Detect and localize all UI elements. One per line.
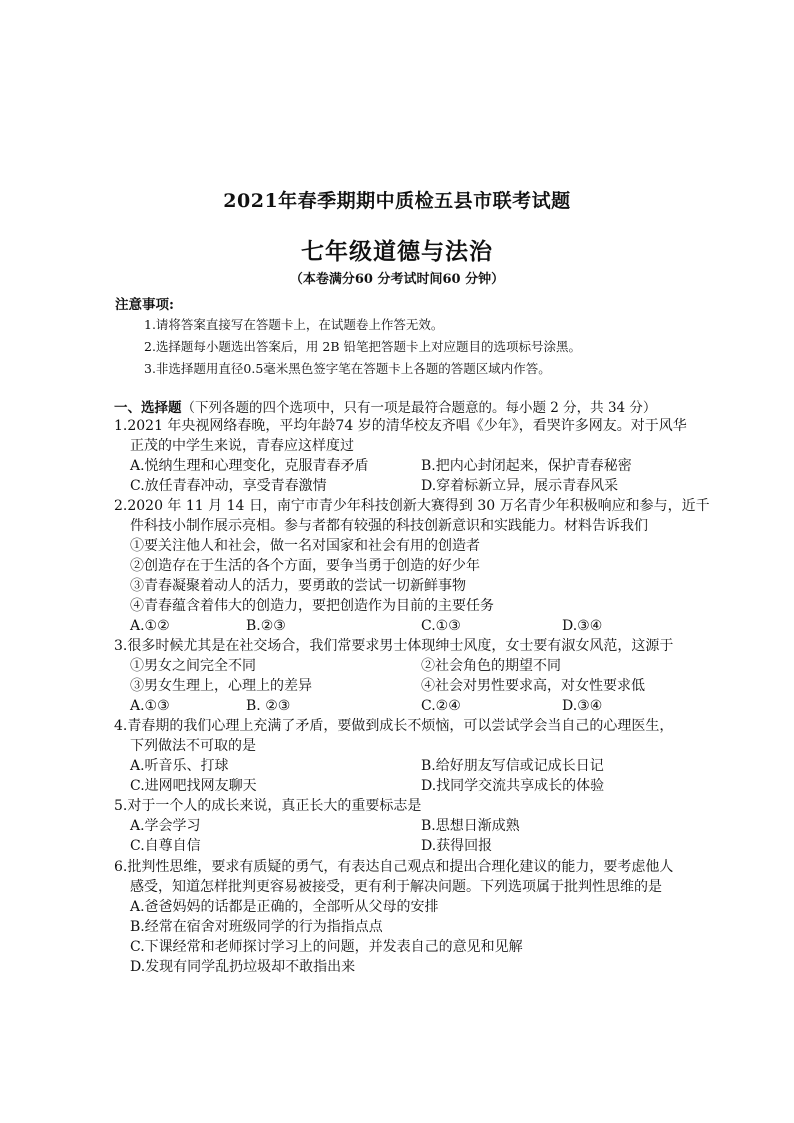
option-c: C.下课经常和老师探讨学习上的问题，并发表自己的意见和见解 bbox=[130, 939, 523, 955]
section-heading: 一、选择题 bbox=[114, 400, 182, 416]
option-a: A.爸爸妈妈的话都是正确的，全部听从父母的安排 bbox=[130, 899, 439, 915]
exam-title: 2021年春季期期中质检五县市联考试题 bbox=[223, 190, 571, 212]
statement-1: ①男女之间完全不同 bbox=[130, 658, 256, 674]
question-6-line: 感受，知道怎样批判更容易被接受，更有利于解决问题。下列选项属于批判性思维的是 bbox=[130, 879, 662, 895]
statement-3: ③青春凝聚着动人的活力，要勇敢的尝试一切新鲜事物 bbox=[130, 578, 466, 594]
statement-1: ①要关注他人和社会，做一名对国家和社会有用的创造者 bbox=[130, 538, 480, 554]
option-a: A.①③ bbox=[130, 698, 170, 714]
statement-3: ③男女生理上，心理上的差异 bbox=[130, 678, 312, 694]
question-2-line: 件科技小制作展示亮相。参与者都有较强的科技创新意识和实践能力。材料告诉我们 bbox=[130, 518, 648, 534]
option-a: A.学会学习 bbox=[130, 818, 201, 834]
subject-title: 七年级道德与法治 bbox=[301, 238, 493, 265]
option-c: C.②④ bbox=[421, 698, 461, 714]
question-3-line: 3.很多时候尤其是在社交场合，我们常要求男士体现绅士风度，女士要有淑女风范，这源于 bbox=[114, 638, 674, 654]
question-1-line: 正茂的中学生来说，青春应这样度过 bbox=[130, 438, 354, 454]
option-c: C.自尊自信 bbox=[130, 838, 201, 854]
statement-4: ④社会对男性要求高，对女性要求低 bbox=[421, 678, 645, 694]
option-d: D.找同学交流共享成长的体验 bbox=[421, 778, 605, 794]
question-6-line: 6.批判性思维，要求有质疑的勇气，有表达自己观点和提出合理化建议的能力，要考虑他人 bbox=[114, 859, 674, 875]
option-d: D.穿着标新立异，展示青春风采 bbox=[421, 478, 619, 494]
question-1-line: 1.2021 年央视网络春晚，平均年龄74 岁的清华校友齐唱《少年》，看哭许多网友。对于风华 bbox=[114, 418, 687, 434]
option-b: B.②③ bbox=[246, 618, 286, 634]
notice-item: 2.选择题每小题选出答案后，用 2B 铅笔把答题卡上对应题目的选项标号涂黑。 bbox=[144, 339, 582, 354]
statement-4: ④青春蕴含着伟大的创造力，要把创造作为目前的主要任务 bbox=[130, 598, 494, 614]
option-c: C.进网吧找网友聊天 bbox=[130, 778, 257, 794]
option-c: C.①③ bbox=[421, 618, 461, 634]
question-4-line: 4.青春期的我们心理上充满了矛盾，要做到成长不烦恼，可以尝试学会当自己的心理医生， bbox=[114, 718, 674, 734]
option-c: C.放任青春冲动，享受青春激情 bbox=[130, 478, 327, 494]
option-b: B.把内心封闭起来，保护青春秘密 bbox=[421, 458, 632, 474]
notice-heading: 注意事项: bbox=[115, 297, 174, 313]
option-b: B.经常在宿舍对班级同学的行为指指点点 bbox=[130, 919, 383, 935]
option-d: D.③④ bbox=[562, 698, 603, 714]
option-b: B.思想日渐成熟 bbox=[421, 818, 520, 834]
option-b: B. ②③ bbox=[246, 698, 291, 714]
notice-item: 3.非选择题用直径0.5毫米黑色签字笔在答题卡上各题的答题区域内作答。 bbox=[144, 361, 551, 376]
option-a: A.①② bbox=[130, 618, 170, 634]
statement-2: ②社会角色的期望不同 bbox=[421, 658, 561, 674]
exam-meta: （本卷满分60 分考试时间60 分钟） bbox=[289, 272, 505, 287]
section-header bbox=[114, 396, 656, 416]
option-a: A.悦纳生理和心理变化，克服青春矛盾 bbox=[130, 458, 369, 474]
option-d: D.获得回报 bbox=[421, 838, 493, 854]
section-desc: （下列各题的四个选项中，只有一项是最符合题意的。每小题 2 分，共 34 分） bbox=[181, 400, 657, 416]
notice-item: 1.请将答案直接写在答题卡上，在试题卷上作答无效。 bbox=[144, 317, 444, 332]
option-d: D.发现有同学乱扔垃圾却不敢指出来 bbox=[130, 959, 356, 975]
question-4-line: 下列做法不可取的是 bbox=[130, 738, 256, 754]
statement-2: ②创造存在于生活的各个方面，要争当勇于创造的好少年 bbox=[130, 558, 480, 574]
option-a: A.听音乐、打球 bbox=[130, 758, 229, 774]
option-d: D.③④ bbox=[562, 618, 603, 634]
question-2-line: 2.2020 年 11 月 14 日，南宁市青少年科技创新大赛得到 30 万名青少年积极响应和参与，近千 bbox=[114, 498, 710, 514]
option-b: B.给好朋友写信或记成长日记 bbox=[421, 758, 604, 774]
question-5-line: 5.对于一个人的成长来说，真正长大的重要标志是 bbox=[114, 798, 422, 814]
